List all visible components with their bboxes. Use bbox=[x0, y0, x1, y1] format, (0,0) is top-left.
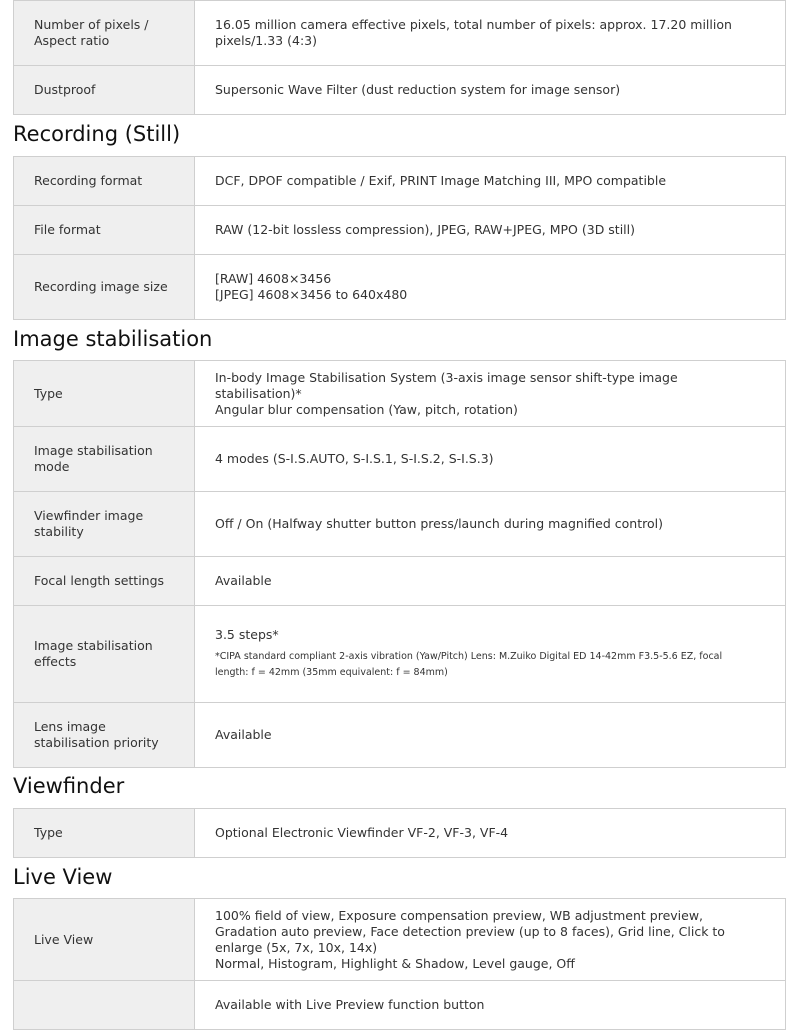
row-label: Live View bbox=[14, 899, 195, 981]
row-value bbox=[195, 157, 786, 206]
table-row bbox=[14, 809, 786, 858]
spec-table-recording-still bbox=[13, 156, 786, 320]
table-row bbox=[14, 703, 786, 768]
row-label: Recording format bbox=[14, 157, 195, 206]
value-line: Off / On (Halfway shutter button press/launch during magnified control) bbox=[215, 516, 663, 531]
row-value bbox=[195, 361, 786, 427]
value-line: 3.5 steps* bbox=[215, 627, 279, 642]
spec-table-sensor bbox=[13, 0, 786, 115]
value-line: In-body Image Stabilisation System (3-axis image sensor shift-type image stabilisation)* bbox=[215, 369, 678, 401]
section-title-live-view: Live View bbox=[13, 865, 113, 889]
value-line: [RAW] 4608×3456 bbox=[215, 271, 332, 286]
row-value bbox=[195, 981, 786, 1030]
row-label: Dustproof bbox=[14, 66, 195, 115]
table-row bbox=[14, 1, 786, 66]
value-line: Normal, Histogram, Highlight & Shadow, Level gauge, Off bbox=[215, 955, 575, 971]
row-label bbox=[14, 981, 195, 1030]
row-label: Image stabilisation mode bbox=[14, 427, 195, 492]
table-row bbox=[14, 557, 786, 606]
value-line: Angular blur compensation (Yaw, pitch, rotation) bbox=[215, 401, 518, 417]
row-label: File format bbox=[14, 206, 195, 255]
table-row bbox=[14, 255, 786, 320]
row-label: Lens image stabilisation priority bbox=[14, 703, 195, 768]
row-value bbox=[195, 606, 786, 703]
table-row bbox=[14, 206, 786, 255]
section-title-recording-still: Recording (Still) bbox=[13, 122, 181, 146]
table-row bbox=[14, 157, 786, 206]
spec-table-live-view bbox=[13, 898, 786, 1030]
spec-table-image-stabilisation bbox=[13, 360, 786, 768]
value-line: [JPEG] 4608×3456 to 640x480 bbox=[215, 287, 408, 302]
value-line: RAW (12-bit lossless compression), JPEG, RAW+JPEG, MPO (3D still) bbox=[215, 222, 636, 237]
row-value bbox=[195, 809, 786, 858]
table-row bbox=[14, 606, 786, 703]
table-row bbox=[14, 899, 786, 981]
row-label: Type bbox=[14, 809, 195, 858]
row-label: Type bbox=[14, 361, 195, 427]
table-row bbox=[14, 427, 786, 492]
value-line: Available bbox=[215, 727, 272, 742]
row-label: Image stabilisation effects bbox=[14, 606, 195, 703]
row-value bbox=[195, 492, 786, 557]
value-line: Available bbox=[215, 573, 272, 588]
value-line: DCF, DPOF compatible / Exif, PRINT Image Matching III, MPO compatible bbox=[215, 173, 667, 188]
row-label: Number of pixels / Aspect ratio bbox=[14, 1, 195, 66]
row-value bbox=[195, 703, 786, 768]
row-value bbox=[195, 557, 786, 606]
value-line: Supersonic Wave Filter (dust reduction system for image sensor) bbox=[215, 82, 621, 97]
value-line: 4 modes (S-I.S.AUTO, S-I.S.1, S-I.S.2, S-I.S.3) bbox=[215, 451, 494, 466]
table-row bbox=[14, 66, 786, 115]
row-value bbox=[195, 66, 786, 115]
row-label: Focal length settings bbox=[14, 557, 195, 606]
row-value bbox=[195, 427, 786, 492]
table-row bbox=[14, 492, 786, 557]
section-title-viewfinder: Viewfinder bbox=[13, 774, 125, 798]
row-value bbox=[195, 899, 786, 981]
row-value bbox=[195, 1, 786, 66]
value-line: 16.05 million camera effective pixels, total number of pixels: approx. 17.20 million pixels/1.33 (4:3) bbox=[215, 17, 732, 48]
value-line: 100% field of view, Exposure compensation preview, WB adjustment preview, Gradation auto preview, Face detection preview (up to 8 faces), Grid line, Click to enlarge (5x, 7x, 10x, 14x) bbox=[215, 907, 725, 955]
value-line: Optional Electronic Viewfinder VF-2, VF-3, VF-4 bbox=[215, 825, 509, 840]
row-value bbox=[195, 255, 786, 320]
row-value bbox=[195, 206, 786, 255]
value-line: Available with Live Preview function button bbox=[215, 997, 485, 1012]
table-row bbox=[14, 361, 786, 427]
footnote: *CIPA standard compliant 2-axis vibration (Yaw/Pitch) Lens: M.Zuiko Digital ED 14-42mm F3.5-5.6 EZ, focal length: f = 42mm (35mm equivalent: f = 84mm) bbox=[215, 651, 723, 678]
table-row bbox=[14, 981, 786, 1030]
spec-table-viewfinder bbox=[13, 808, 786, 858]
row-label: Recording image size bbox=[14, 255, 195, 320]
row-label: Viewfinder image stability bbox=[14, 492, 195, 557]
section-title-image-stabilisation: Image stabilisation bbox=[13, 327, 213, 351]
